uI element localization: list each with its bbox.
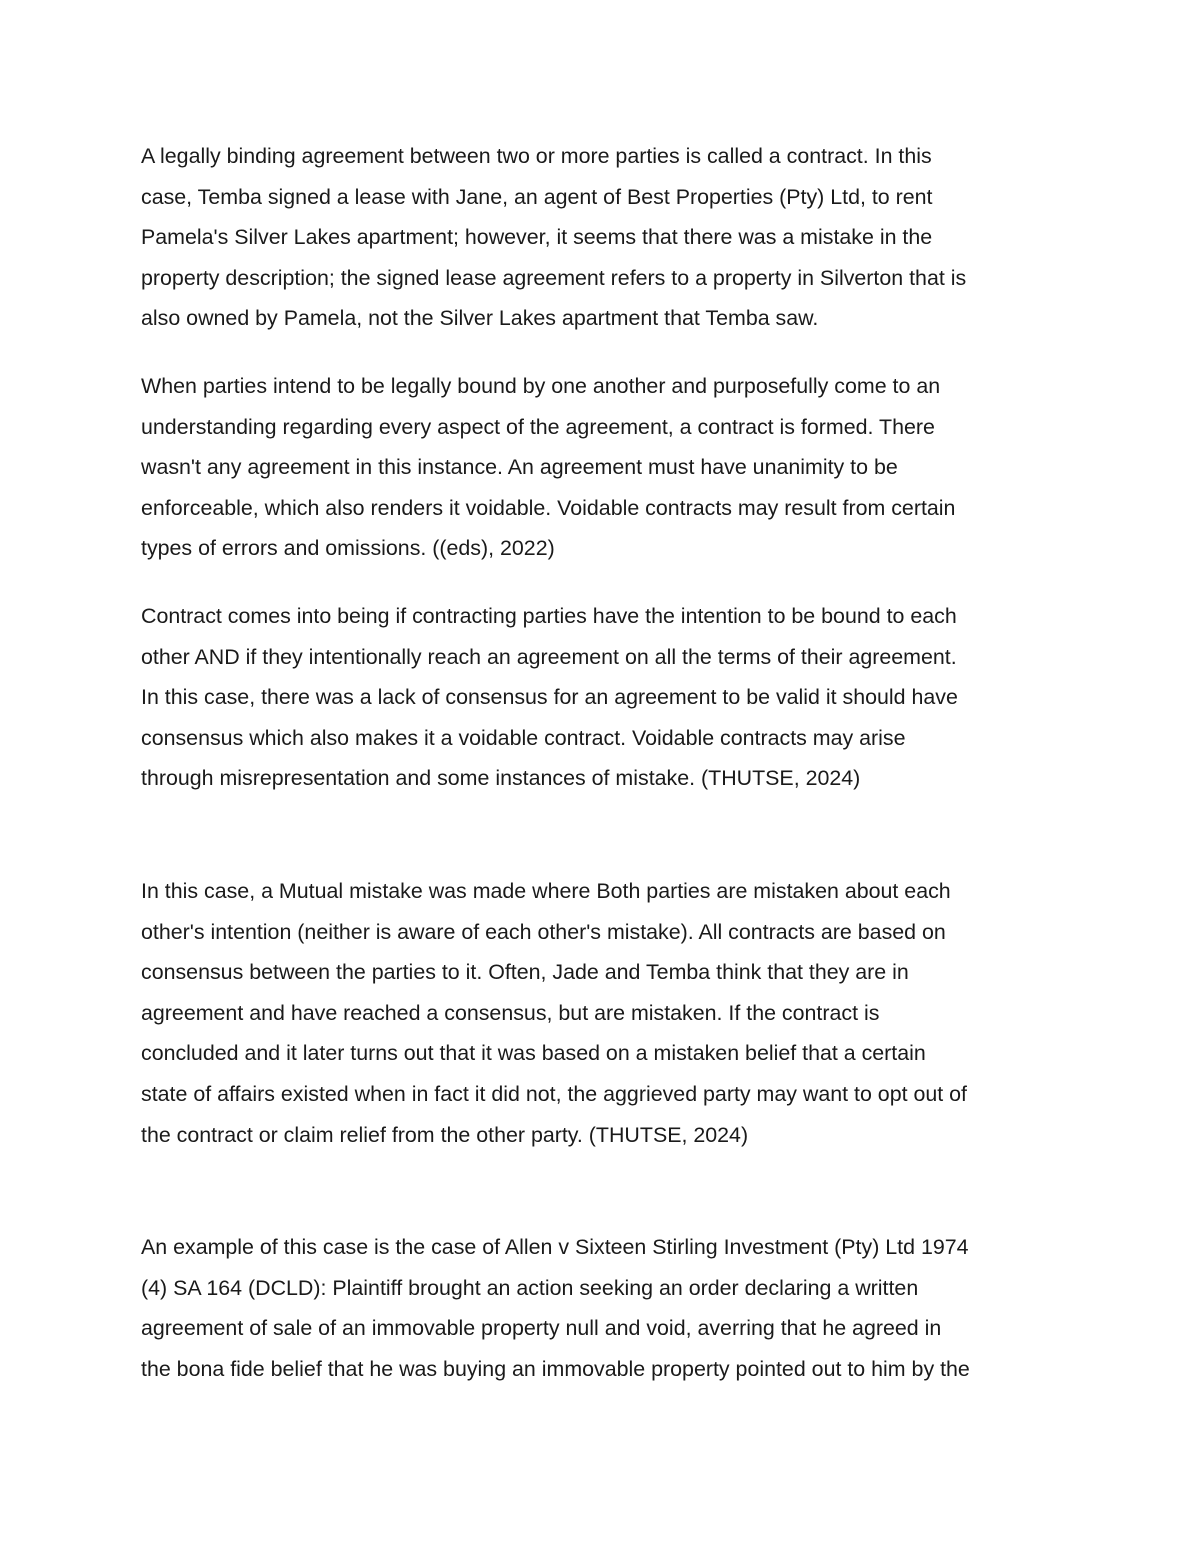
text-line: In this case, there was a lack of consensus for an agreement to be valid it should have xyxy=(141,685,958,710)
text-line: other's intention (neither is aware of each other's mistake). All contracts are based on xyxy=(141,919,946,944)
text-line: In this case, a Mutual mistake was made where Both parties are mistaken about each xyxy=(141,879,951,903)
paragraph-contract-definition xyxy=(141,136,1061,339)
text-line: through misrepresentation and some instances of mistake. (THUTSE, 2024) xyxy=(141,766,861,791)
text-line: understanding regarding every aspect of the agreement, a contract is formed. There xyxy=(141,414,935,439)
text-line: enforceable, which also renders it voidable. Voidable contracts may result from certain xyxy=(141,495,956,520)
text-line: When parties intend to be legally bound by one another and purposefully come to an xyxy=(141,374,941,398)
text-line: case, Temba signed a lease with Jane, an agent of Best Properties (Pty) Ltd, to rent xyxy=(141,184,933,209)
paragraph-mutual-mistake xyxy=(141,871,1061,1155)
text-line: property description; the signed lease agreement refers to a property in Silverton that is xyxy=(141,265,967,290)
text-line: types of errors and omissions. ((eds), 2022) xyxy=(141,536,555,561)
text-line: consensus between the parties to it. Often, Jade and Temba think that they are in xyxy=(141,960,909,985)
text-line: A legally binding agreement between two or more parties is called a contract. In this xyxy=(141,144,932,168)
text-line: concluded and it later turns out that it was based on a mistaken belief that a certain xyxy=(141,1041,926,1066)
text-line: agreement of sale of an immovable property null and void, averring that he agreed in xyxy=(141,1316,942,1341)
text-line: agreement and have reached a consensus, but are mistaken. If the contract is xyxy=(141,1000,880,1025)
text-line: also owned by Pamela, not the Silver Lakes apartment that Temba saw. xyxy=(141,306,819,331)
text-line: wasn't any agreement in this instance. An agreement must have unanimity to be xyxy=(141,455,898,480)
text-line: other AND if they intentionally reach an agreement on all the terms of their agreement. xyxy=(141,644,957,669)
text-line: the contract or claim relief from the other party. (THUTSE, 2024) xyxy=(141,1122,749,1147)
text-line: (4) SA 164 (DCLD): Plaintiff brought an action seeking an order declaring a written xyxy=(141,1275,919,1300)
text-line: An example of this case is the case of Allen v Sixteen Stirling Investment (Pty) Ltd 1974 xyxy=(141,1235,969,1259)
text-line: state of affairs existed when in fact it did not, the aggrieved party may want to opt out of xyxy=(141,1081,967,1106)
paragraph-contract-formation xyxy=(141,366,1061,569)
paragraph-consensus xyxy=(141,596,1061,799)
paragraph-case-example xyxy=(141,1227,1061,1389)
text-line: Contract comes into being if contracting parties have the intention to be bound to each xyxy=(141,604,957,628)
text-line: the bona fide belief that he was buying an immovable property pointed out to him by the xyxy=(141,1356,970,1381)
text-line: consensus which also makes it a voidable contract. Voidable contracts may arise xyxy=(141,725,906,750)
text-line: Pamela's Silver Lakes apartment; however, it seems that there was a mistake in the xyxy=(141,225,933,250)
